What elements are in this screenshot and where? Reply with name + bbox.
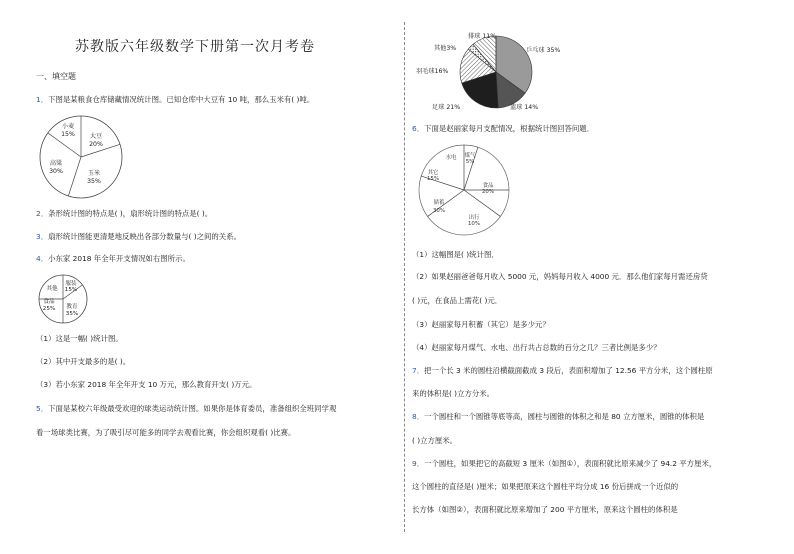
pie-value: 15% [61,131,75,138]
page-title: 苏教版六年级数学下册第一次月考卷 [75,39,315,55]
monthly-spending-pie-chart [416,142,512,238]
pie-value: 15% [64,287,78,293]
question-6-part-4: （4）赵丽家每月煤气、水电、出行共占总数的百分之几？三者比例是多少？ [412,343,661,352]
question-text: 小东家 2018 年全年开支情况如右图所示。 [48,254,190,263]
grain-pie-chart [38,114,124,200]
question-4 [36,254,190,264]
pie-value: 5% [465,159,475,165]
pie-value: 30% [433,208,445,214]
pie-label: 煤气 [464,153,476,159]
question-3 [36,232,241,242]
question-5 [36,404,336,414]
question-6 [412,124,594,134]
pie-label: 水电 [445,155,457,161]
question-9-line-2: 这个圆柱的直径是( )厘米；如果把原来这个圆柱平均分成 16 份后拼成一个近似的 [412,482,679,491]
pie-label: 足球 21% [432,104,461,111]
pie-label: 玉米 [87,170,101,177]
pie-label: 其它 [427,170,439,176]
pie-value: 35% [65,311,79,317]
pie-label: 出行 [468,215,480,221]
question-number: 4． [36,254,49,263]
question-number: 9． [412,459,425,468]
question-8 [412,412,704,422]
question-text: 下图是某粮食仓库储藏情况统计图。已知仓库中大豆有 10 吨，那么玉米有( )吨。 [48,95,315,104]
pie-label: 小麦 [61,123,75,130]
question-text: 一个圆柱和一个圆锥等底等高，圆柱与圆锥的体积之和是 80 立方厘米，圆锥的体积是 [424,412,705,421]
question-4-part-3: （3）若小东家 2018 年全年开支 10 万元，那么教育开支( )万元。 [36,380,257,389]
question-text: 下面是某校六年级最受欢迎的球类运动统计图。如果你是体育委员，准备组织全班同学观 [48,404,337,413]
question-9-line-3: 长方体（如图②），表面积就比原来增加了 200 平方厘米，原来这个圆柱的体积是 [412,505,678,514]
pie-value: 20% [89,141,103,148]
question-text: 扇形统计图能更清楚地反映出各部分数量与( )之间的关系。 [48,232,241,241]
question-6-part-2: （2）如果赵丽爸爸每月收入 5000 元，妈妈每月收入 4000 元．那么他们家每月需还房贷 [412,272,708,281]
pie-label: 篮球 14% [510,104,539,111]
pie-label: 食品 [43,299,55,305]
pie-label: 食品 [482,183,494,189]
question-6-part-1: （1）这幅图是( )统计图． [412,250,499,259]
pie-label: 服装 [65,281,77,287]
pie-value: 10% [468,221,480,227]
question-text: 把一个长 3 米的圆柱沿横截面截成 3 段后，表面积增加了 12.56 平方分米，这个圆柱原 [424,366,713,375]
question-4-part-1: （1）这是一幅( )统计图。 [36,334,123,343]
question-number: 7． [412,366,425,375]
question-7 [412,366,713,376]
question-number: 5． [36,404,49,413]
question-1 [36,95,314,105]
question-text: 下面是赵丽家每月支配情况，根据统计图回答问题． [424,124,595,133]
pie-label: 其他 [46,286,58,292]
pie-value: 35% [87,178,101,185]
question-5-line-2: 看一场球类比赛，为了吸引尽可能多的同学去观看比赛，你会组织观看( )比赛。 [36,428,296,437]
pie-value: 25% [42,306,56,312]
section-heading: 一、填空题 [36,72,76,81]
pie-label: 储蓄 [433,200,445,206]
column-divider [404,22,405,532]
question-4-part-2: （2）其中开支最多的是( )。 [36,357,131,366]
expense-pie-chart [38,274,88,324]
question-6-part-2-line-2: ( )元，在食品上需花( )元． [412,296,503,305]
pie-label: 大豆 [89,133,103,140]
pie-value: 30% [49,168,63,175]
pie-value: 20% [482,189,494,195]
pie-label: 乒乓球 35% [526,47,561,54]
question-text: 一个圆柱，如果把它的高截短 3 厘米（如图①），表面积就比原来减少了 94.2 平方厘米， [424,459,717,468]
pie-value: 15% [427,176,439,182]
question-number: 1． [36,95,49,104]
pie-label: 羽毛球16% [416,68,449,75]
question-2 [36,209,212,219]
question-number: 2． [36,209,49,218]
ball-sports-pie-chart [412,28,578,112]
question-8-line-2: ( )立方厘米。 [412,436,458,445]
question-number: 3． [36,232,49,241]
question-9 [412,459,716,469]
question-6-part-3: （3）赵丽家每月积蓄（其它）是多少元？ [412,320,550,329]
question-7-line-2: 来的体积是( )立方分米。 [412,389,495,398]
pie-label: 高粱 [49,160,63,167]
question-number: 8． [412,412,425,421]
pie-label: 其他3% [434,45,457,52]
pie-label: 排球 11% [468,33,497,40]
pie-label: 教育 [66,304,78,310]
question-text: 条形统计图的特点是( )，扇形统计图的特点是( )。 [48,209,213,218]
question-number: 6． [412,124,425,133]
